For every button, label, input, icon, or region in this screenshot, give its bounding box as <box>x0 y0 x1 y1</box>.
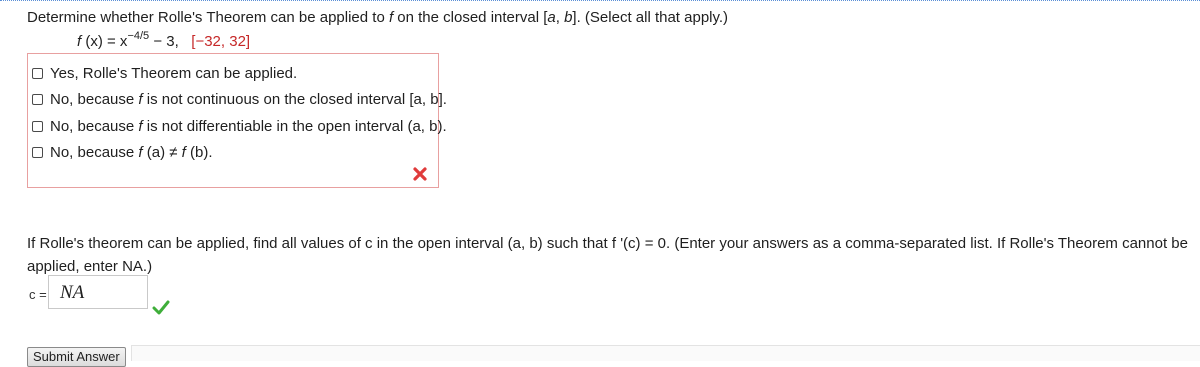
question2-prompt: If Rolle's theorem can be applied, find all values of c in the open interval (a, b) such that f '(c) = 0. (Enter your answers as a comma-separated list. If Rolle's Theorem cannot be applied, enter NA.) <box>27 235 1188 275</box>
choice-not-differentiable[interactable] <box>32 115 447 137</box>
choice-label: No, because f (a) ≠ f (b). <box>50 143 213 161</box>
choice-label: No, because f is not continuous on the closed interval [a, b]. <box>50 90 447 108</box>
function-formula: f $(x) = x^{-4/5} - 3$, [−32, 32] <box>77 30 251 50</box>
choice-fa-not-equal-fb[interactable] <box>32 141 212 163</box>
question-prompt: Determine whether Rolle's Theorem can be applied to f on the closed interval [a, b]. (Select all that apply.) <box>27 9 729 26</box>
answer-label: c = <box>29 287 47 302</box>
interval: [−32, 32] <box>191 33 251 50</box>
check-mark-icon <box>152 299 170 315</box>
choice-not-continuous[interactable] <box>32 88 447 110</box>
checkbox[interactable] <box>32 147 43 158</box>
checkbox[interactable] <box>32 94 43 105</box>
choice-label: No, because f is not differentiable in the open interval (a, b). <box>50 117 447 135</box>
x-mark-icon <box>412 166 428 182</box>
answer-input[interactable]: NA <box>48 275 148 309</box>
choices-box <box>27 53 447 188</box>
bottom-panel <box>131 345 1200 361</box>
checkbox[interactable] <box>32 68 43 79</box>
top-dotted-border <box>0 0 1200 1</box>
choice-label: Yes, Rolle's Theorem can be applied. <box>50 64 298 82</box>
submit-answer-button[interactable]: Submit Answer <box>27 347 126 367</box>
checkbox[interactable] <box>32 121 43 132</box>
choice-yes[interactable] <box>32 62 297 84</box>
